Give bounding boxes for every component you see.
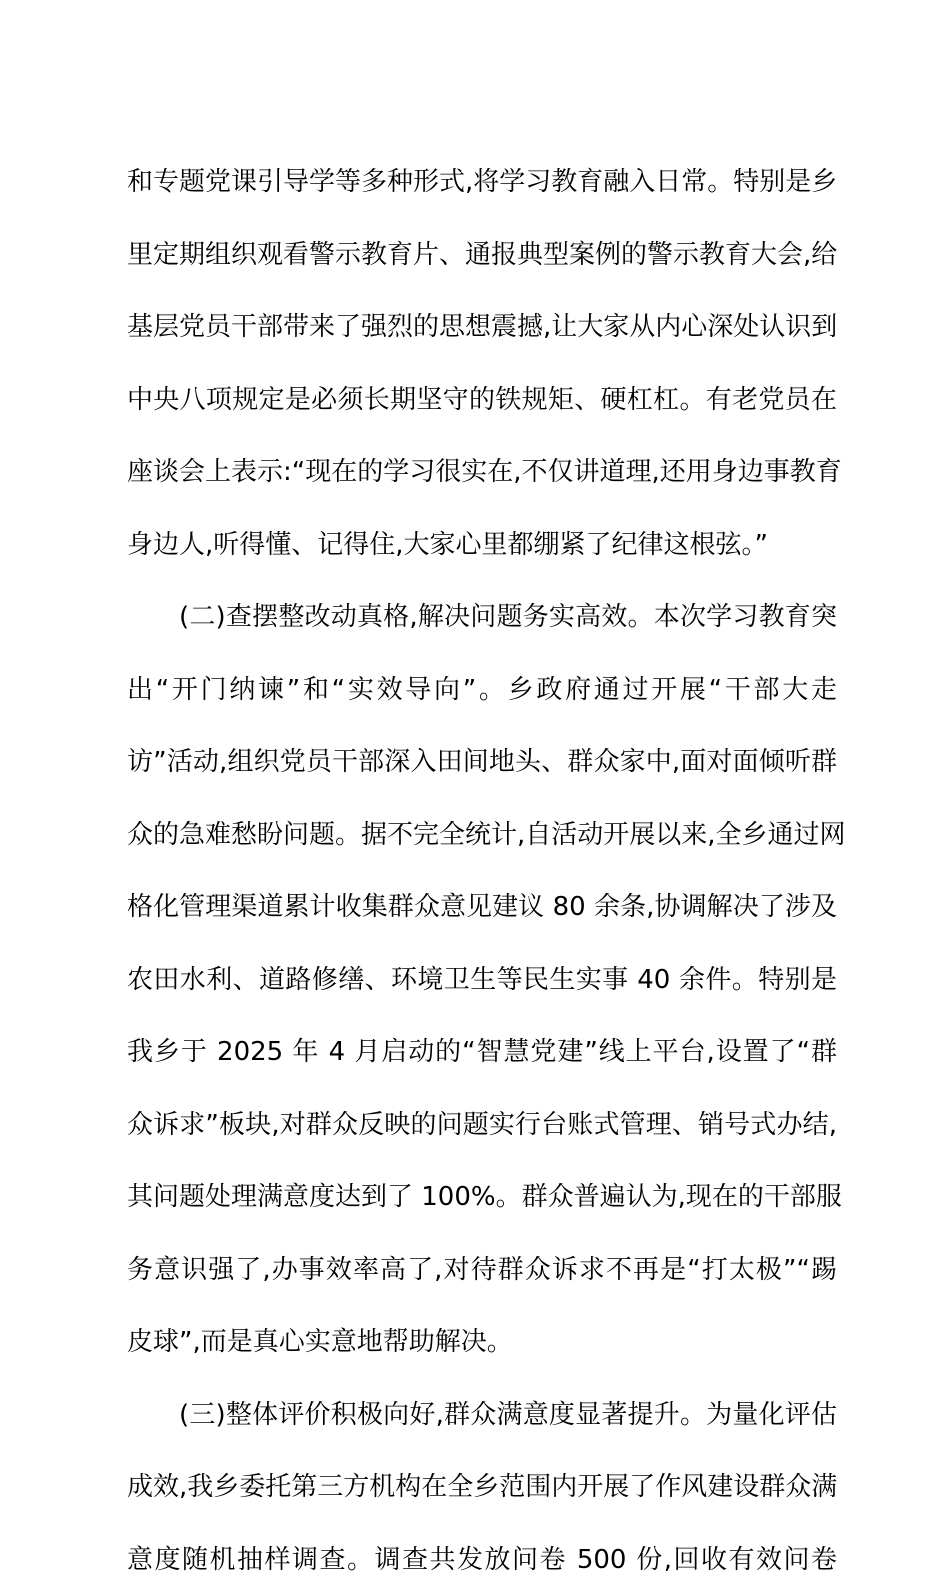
text-line: 座谈会上表示:“现在的学习很实在,不仅讲道理,还用身边事教育	[127, 457, 842, 487]
text-line: 众的急难愁盼问题。据不完全统计,自活动开展以来,全乡通过网	[127, 820, 846, 850]
paragraph-heading-line: (二)查摆整改动真格,解决问题务实高效。本次学习教育突	[179, 602, 837, 632]
text-line: 意度随机抽样调查。调查共发放问卷 500 份,回收有效问卷	[127, 1545, 837, 1575]
text-line: 务意识强了,办事效率高了,对待群众诉求不再是“打太极”“踢	[127, 1255, 837, 1285]
text-line: 其问题处理满意度达到了 100%。群众普遍认为,现在的干部服	[127, 1182, 842, 1212]
text-line: 众诉求”板块,对群众反映的问题实行台账式管理、销号式办结,	[127, 1110, 837, 1140]
text-line: 基层党员干部带来了强烈的思想震撼,让大家从内心深处认识到	[127, 312, 838, 342]
text-line: 我乡于 2025 年 4 月启动的“智慧党建”线上平台,设置了“群	[127, 1037, 837, 1067]
text-line: 格化管理渠道累计收集群众意见建议 80 余条,协调解决了涉及	[127, 892, 837, 922]
text-line: 出“开门纳谏”和“实效导向”。乡政府通过开展“干部大走	[127, 675, 837, 705]
text-line: 中央八项规定是必须长期坚守的铁规矩、硬杠杠。有老党员在	[127, 385, 837, 415]
text-line: 农田水利、道路修缮、环境卫生等民生实事 40 余件。特别是	[127, 965, 837, 995]
text-line: 成效,我乡委托第三方机构在全乡范围内开展了作风建设群众满	[127, 1472, 838, 1502]
paragraph-heading-line: (三)整体评价积极向好,群众满意度显著提升。为量化评估	[179, 1400, 837, 1430]
text-line: 里定期组织观看警示教育片、通报典型案例的警示教育大会,给	[127, 240, 838, 270]
text-line: 访”活动,组织党员干部深入田间地头、群众家中,面对面倾听群	[127, 747, 837, 777]
text-line: 和专题党课引导学等多种形式,将学习教育融入日常。特别是乡	[127, 167, 838, 197]
text-line: 身边人,听得懂、记得住,大家心里都绷紧了纪律这根弦。”	[127, 530, 768, 560]
text-line: 皮球”,而是真心实意地帮助解决。	[127, 1327, 513, 1357]
